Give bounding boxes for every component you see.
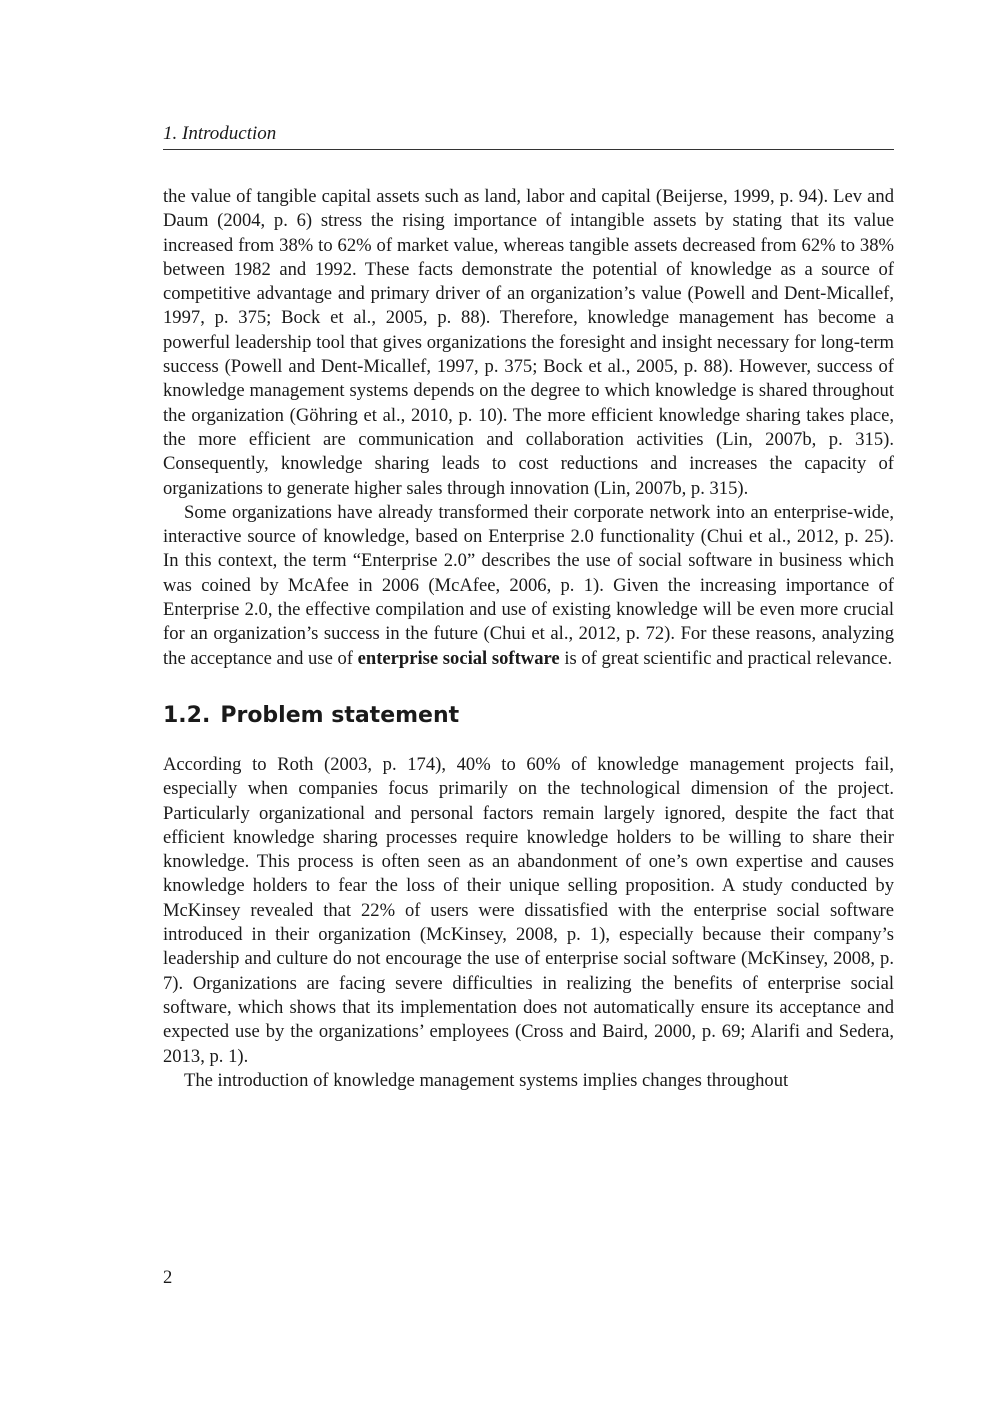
paragraph-intro: the value of tangible capital assets such as land, labor and capital (Beijerse, 1999, p. 94). Lev and Daum (2004, p. 6) stress the rising importance of intangible assets by stating that its value increased from 38% to 62% of market value, whereas tangible assets decreased from 62% to 38% between 1982 and 1992. These facts demonstrate the potential of knowledge as a source of competitive advantage and primary driver of an organization’s value (Powell and Dent-Micallef, 1997, p. 375; Bock et al., 2005, p. 88). Therefore, knowledge management has become a powerful leadership tool that gives organizations the foresight and insight necessary for long-term success (Powell and Dent-Micallef, 1997, p. 375; Bock et al., 2005, p. 88). However, success of knowledge management systems depends on the degree to which knowledge is shared throughout the organization (Göhring et al., 2010, p. 10). The more efficient knowledge sharing takes place, the more efficient are communication and collaboration activities (Lin, 2007b, p. 315). Consequently, knowledge sharing leads to cost reductions and increases the capacity of organizations to generate higher sales through innovation (Lin, 2007b, p. 315). [163,186,894,499]
section-heading [163,702,894,730]
body-text [163,185,894,1093]
section-number: 1.2. [163,702,211,728]
paragraph-text: is of great scientific and practical relevance. [559,647,893,669]
paragraph-problem-statement: According to Roth (2003, p. 174), 40% to 60% of knowledge management projects fail, especially when companies focus primarily on the technological dimension of the project. Particularly organizational and personal factors remain largely ignored, despite the fact that efficient knowledge sharing processes require knowledge holders to be willing to share their knowledge. This process is often seen as an abandonment of one’s own expertise and causes knowledge holders to fear the loss of their unique selling proposition. A study conducted by McKinsey revealed that 22% of users were dissatisfied with the enterprise social software introduced in their organization (McKinsey, 2008, p. 1), especially because their company’s leadership and culture do not encourage the use of enterprise social software (McKinsey, 2008, p. 7). Organizations are facing severe difficulties in realizing the benefits of enterprise social software, which shows that its implementation does not automatically ensure its acceptance and expected use by the organizations’ employees (Cross and Baird, 2000, p. 69; Alarifi and Sedera, 2013, p. 1). [163,753,894,1067]
page-number: 2 [163,1267,173,1288]
paragraph-enterprise-2-0 [163,501,894,671]
section-title: Problem statement [220,702,460,728]
paragraph-continuation: The introduction of knowledge management systems implies changes throughout [184,1069,789,1091]
running-header: 1. Introduction [163,122,894,150]
paragraph-text: Some organizations have already transformed their corporate network into an enterprise-wide, interactive source of knowledge, based on Enterprise 2.0 functionality (Chui et al., 2012, p. 25). In this context, the term “Enterprise 2.0” describes the use of social software in business which was coined by McAfee in 2006 (McAfee, 2006, p. 1). Given the increasing importance of Enterprise 2.0, the effective compilation and use of existing knowledge will be even more crucial for an organization’s success in the future (Chui et al., 2012, p. 72). For these reasons, analyzing the acceptance and use of [163,501,894,669]
emphasis-term: enterprise social software [357,647,560,669]
